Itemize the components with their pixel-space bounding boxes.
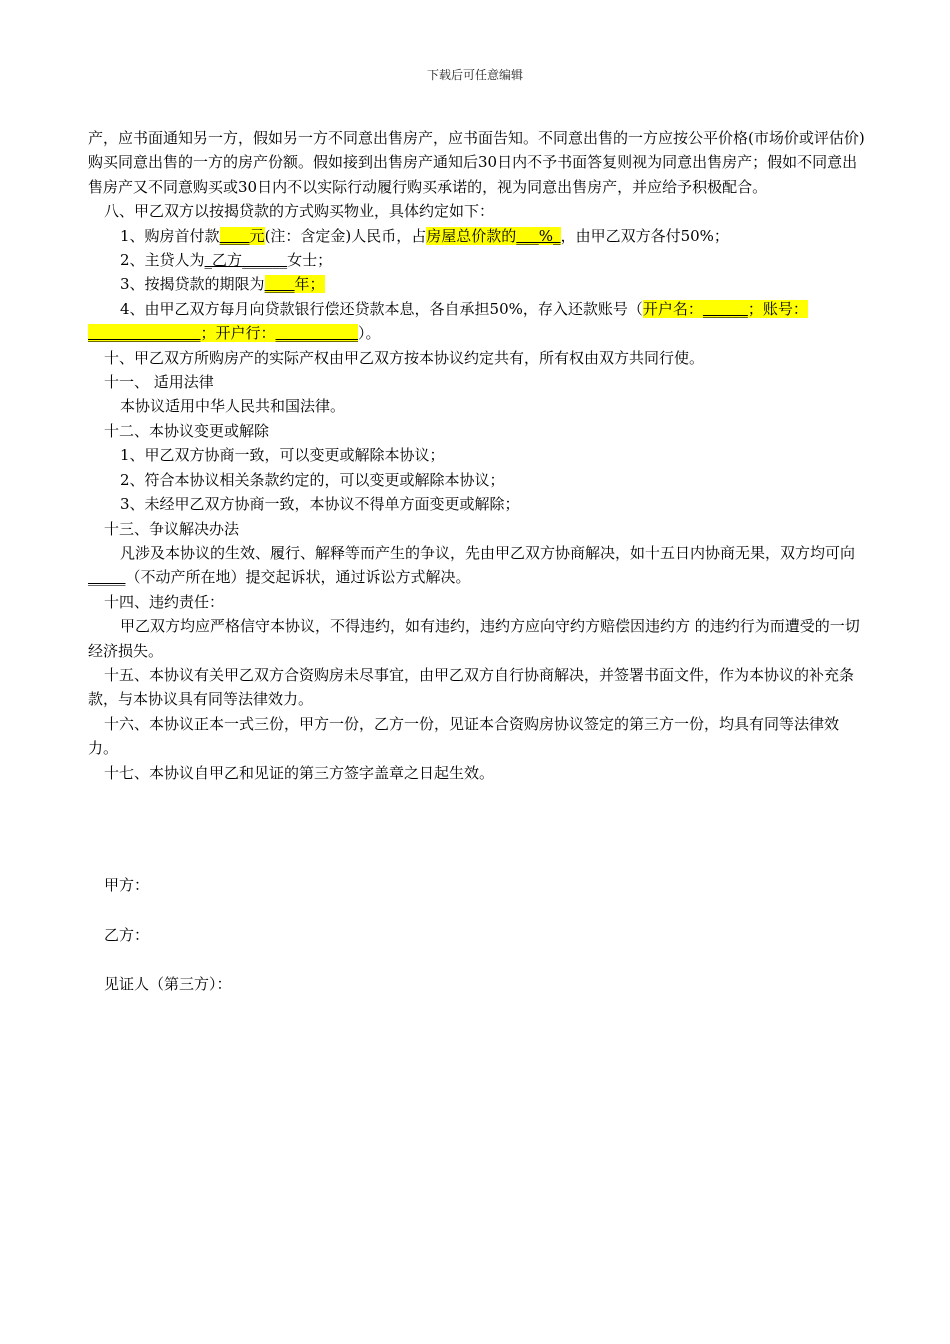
section-8-title: 八、甲乙双方以按揭贷款的方式购买物业，具体约定如下： (104, 202, 495, 221)
section-12-item-3: 3、未经甲乙双方协商一致，本协议不得单方面变更或解除； (120, 495, 520, 514)
paragraph-continuation: 产，应书面通知另一方，假如另一方不同意出售房产，应书面告知。不同意出售的一方应按公平价格(市场价或评估价)购买同意出售的一方的房产份额。假如接到出售房产通知后30日内不予书面答复则视为同意出售房产；假如不同意出售房产又不同意购买或30日内不以实际行动履行购买承诺的，视为同意出售房产，并应给予积极配合。 (88, 129, 865, 196)
court-blank[interactable]: _____ (88, 568, 126, 587)
section-8-item-4: 4、由甲乙双方每月向贷款银行偿还贷款本息，各自承担50%，存入还款账号（开户名：______；账号：_______________；开户行：___________）。 (88, 299, 808, 343)
borrower-blank[interactable]: _乙方 (204, 251, 243, 270)
section-12-item-2: 2、符合本协议相关条款约定的，可以变更或解除本协议； (120, 470, 505, 489)
section-14-title: 十四、违约责任： (104, 592, 225, 611)
section-17: 十七、本协议自甲乙和见证的第三方签字盖章之日起生效。 (104, 763, 495, 782)
bank-blank[interactable]: ___________ (275, 324, 359, 343)
section-8-item-1: 1、购房首付款____元(注：含定金)人民币，占房屋总价款的___%_，由甲乙双方各付50%； (120, 226, 729, 245)
section-8-item-3: 3、按揭贷款的期限为____年； (120, 275, 325, 294)
account-number-blank[interactable]: _______________ (88, 324, 201, 343)
loan-term-blank[interactable]: ____ (264, 275, 295, 294)
section-12-title: 十二、本协议变更或解除 (104, 421, 270, 440)
section-12-item-1: 1、甲乙双方协商一致，可以变更或解除本协议； (120, 446, 445, 465)
percent-blank[interactable]: ___%_ (516, 226, 561, 245)
section-14-text: 甲乙双方均应严格信守本协议，不得违约，如有违约，违约方应向守约方赔偿因违约方 的违约行为而遭受的一切经济损失。 (88, 617, 860, 660)
section-11-text: 本协议适用中华人民共和国法律。 (120, 397, 346, 416)
page-header: 下载后可任意编辑 (426, 68, 523, 82)
section-8-item-2: 2、主贷人为_乙方______女士； (120, 251, 333, 270)
account-name-blank[interactable]: ______ (702, 299, 748, 318)
section-13-title: 十三、争议解决办法 (104, 519, 240, 538)
signature-party-b: 乙方： (104, 926, 150, 944)
section-11-title: 十一、 适用法律 (104, 373, 214, 392)
document-body (88, 126, 866, 785)
section-15: 十五、本协议有关甲乙双方合资购房未尽事宜，由甲乙双方自行协商解决，并签署书面文件，作为本协议的补充条款，与本协议具有同等法律效力。 (88, 665, 855, 709)
signature-witness: 见证人（第三方）： (104, 975, 232, 993)
section-13-text: 凡涉及本协议的生效、履行、解释等而产生的争议，先由甲乙双方协商解决，如十五日内协商无果，双方均可向_____（不动产所在地）提交起诉状，通过诉讼方式解决。 (88, 543, 856, 587)
section-16: 十六、本协议正本一式三份，甲方一份，乙方一份，见证本合资购房协议签定的第三方一份，均具有同等法律效力。 (88, 714, 840, 758)
section-10: 十、甲乙双方所购房产的实际产权由甲乙双方按本协议约定共有，所有权由双方共同行使。 (104, 348, 705, 367)
down-payment-blank[interactable]: ____ (219, 226, 250, 245)
signature-party-a: 甲方： (104, 876, 150, 894)
